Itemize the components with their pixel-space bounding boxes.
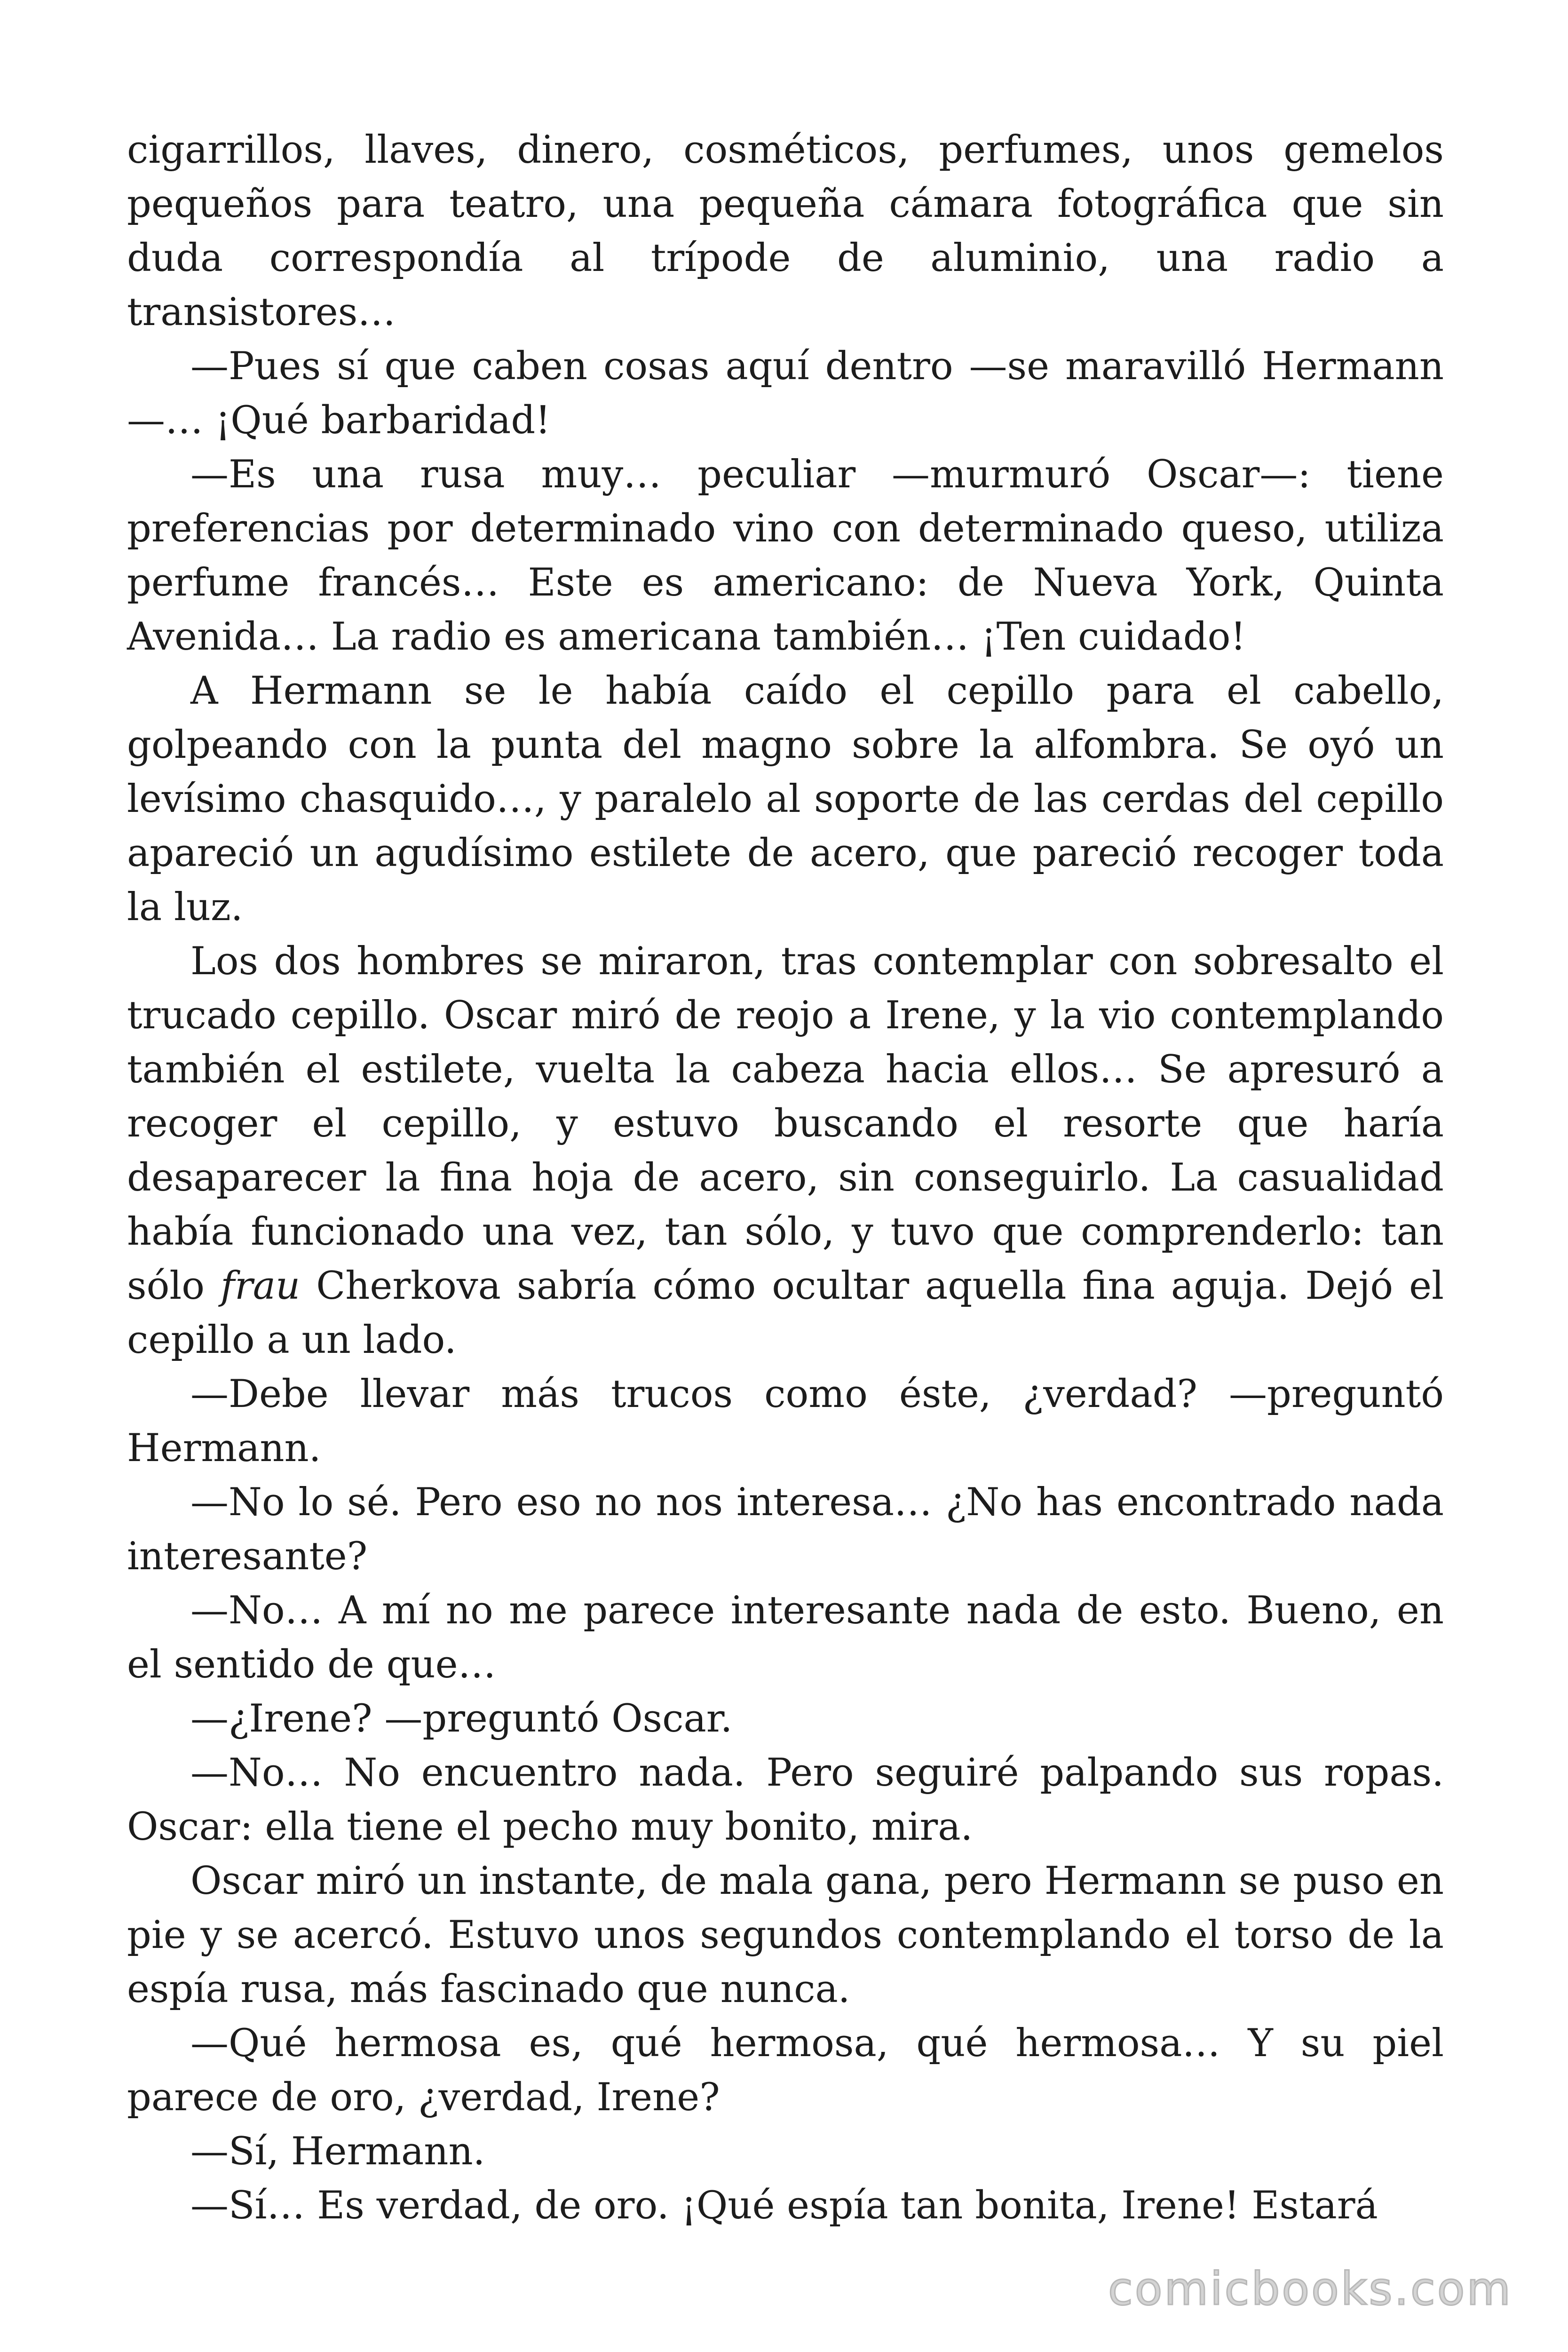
- paragraph-dialogue: —Debe llevar más trucos como éste, ¿verdad? —preguntó Hermann.: [127, 1372, 1444, 1470]
- paragraph-narration: [127, 935, 1444, 1367]
- paragraph-dialogue: —No lo sé. Pero eso no nos interesa… ¿No has encontrado nada interesante?: [127, 1480, 1444, 1579]
- paragraph-text: Cherkova sabría cómo ocultar aquella fina aguja. Dejó el cepillo a un lado.: [127, 1264, 1444, 1362]
- italic-word: frau: [221, 1264, 301, 1308]
- paragraph-dialogue: —Pues sí que caben cosas aquí dentro —se maravilló Hermann —… ¡Qué barbaridad!: [127, 344, 1444, 443]
- paragraph-continuation: cigarrillos, llaves, dinero, cosméticos, perfumes, unos gemelos pequeños para teatro, una pequeña cámara fotográfica que sin duda correspondía al trípode de aluminio, una radio a transistores…: [127, 128, 1444, 334]
- paragraph-narration: Oscar miró un instante, de mala gana, pero Hermann se puso en pie y se acercó. Estuvo unos segundos contemplando el torso de la espía rusa, más fascinado que nunca.: [127, 1859, 1444, 2011]
- paragraph-dialogue: —No… A mí no me parece interesante nada de esto. Bueno, en el sentido de que…: [127, 1589, 1444, 1687]
- book-page: [127, 123, 1444, 2254]
- paragraph-dialogue: —¿Irene? —preguntó Oscar.: [190, 1697, 733, 1741]
- paragraph-text: Los dos hombres se miraron, tras contemplar con sobresalto el trucado cepillo. Oscar miró de reojo a Irene, y la vio contemplando también el estilete, vuelta la cabeza hacia ellos… Se apresuró a recoger el cepillo, y estuvo buscando el resorte que haría desaparecer la fina hoja de acero, sin conseguirlo. La casualidad había funcionado una vez, tan sólo, y tuvo que comprenderlo: tan sólo: [127, 939, 1444, 1308]
- watermark: comicbooks.com: [1108, 2263, 1513, 2315]
- paragraph-dialogue: —Sí… Es verdad, de oro. ¡Qué espía tan bonita, Irene! Estará: [190, 2184, 1378, 2228]
- paragraph-dialogue: —Sí, Hermann.: [190, 2130, 485, 2174]
- paragraph-dialogue: —Qué hermosa es, qué hermosa, qué hermosa… Y su piel parece de oro, ¿verdad, Irene?: [127, 2021, 1444, 2120]
- paragraph-dialogue: —Es una rusa muy… peculiar —murmuró Oscar—: tiene preferencias por determinado vino con determinado queso, utiliza perfume francés… Este es americano: de Nueva York, Quinta Avenida… La radio es americana también… ¡Ten cuidado!: [127, 453, 1444, 659]
- paragraph-dialogue: —No… No encuentro nada. Pero seguiré palpando sus ropas. Oscar: ella tiene el pecho muy bonito, mira.: [127, 1751, 1444, 1849]
- paragraph-narration: A Hermann se le había caído el cepillo para el cabello, golpeando con la punta del magno sobre la alfombra. Se oyó un levísimo chasquido…, y paralelo al soporte de las cerdas del cepillo apareció un agudísimo estilete de acero, que pareció recoger toda la luz.: [127, 669, 1444, 930]
